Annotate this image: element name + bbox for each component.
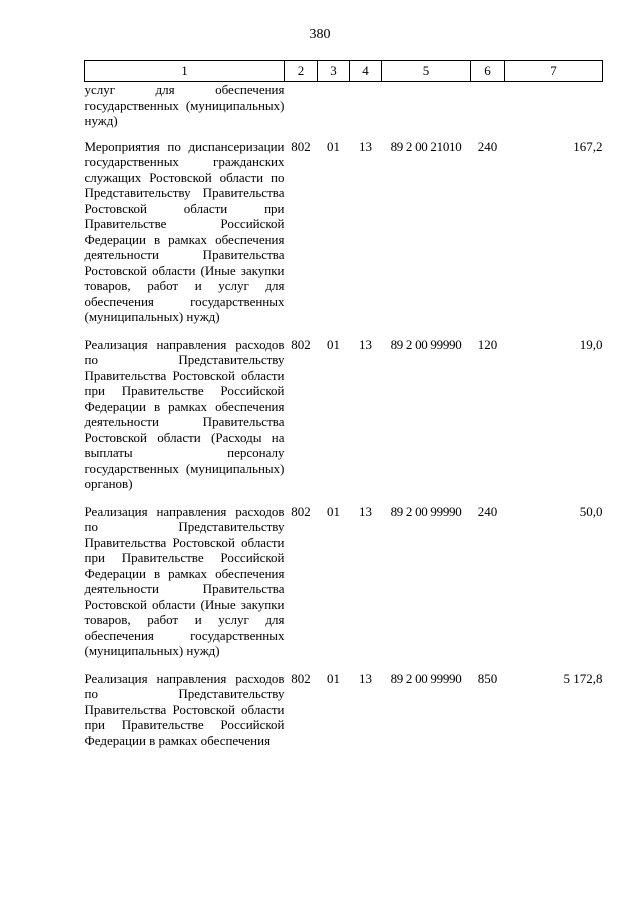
row-expense-type: 240 bbox=[477, 138, 498, 154]
row-description: Реализация направления расходов по Представительству Правительства Ростовской области при Правительстве Российской Федерации в рамках обеспечения bbox=[84, 670, 285, 748]
row-target-article: 89 2 00 99990 bbox=[390, 336, 462, 352]
table-row bbox=[85, 139, 603, 337]
header-col-6: 6 bbox=[471, 61, 505, 82]
row-target-article: 89 2 00 21010 bbox=[390, 138, 462, 154]
row-section-code: 01 bbox=[327, 336, 340, 352]
table-header-row bbox=[85, 61, 603, 82]
row-description: Реализация направления расходов по Представительству Правительства Ростовской области при Правительстве Российской Федерации в рамках обеспечения деятельности Правительства Ростовской области (Расходы на выплаты персоналу государственных (муниципальных) органов) bbox=[84, 336, 285, 491]
header-col-1: 1 bbox=[85, 61, 285, 82]
header-col-3: 3 bbox=[318, 61, 350, 82]
table-row bbox=[85, 504, 603, 671]
row-target-article bbox=[382, 82, 471, 139]
row-expense-type: 120 bbox=[477, 336, 498, 352]
row-expense-type: 240 bbox=[477, 503, 498, 519]
row-subsection-code bbox=[350, 82, 382, 139]
row-description: Мероприятия по диспансеризации государственных гражданских служащих Ростовской области по Представительству Правительства Ростовской области при Правительстве Российской Федерации в рамках обеспечения деятельности Правительства Ростовской области (Иные закупки товаров, работ и услуг для обеспечения государственных (муниципальных) нужд) bbox=[84, 138, 285, 324]
row-target-article: 89 2 00 99990 bbox=[390, 503, 462, 519]
header-col-7: 7 bbox=[505, 61, 603, 82]
header-col-4: 4 bbox=[350, 61, 382, 82]
row-ministry-code: 802 bbox=[291, 503, 311, 519]
header-col-2: 2 bbox=[285, 61, 318, 82]
row-expense-type bbox=[471, 82, 505, 139]
row-subsection-code: 13 bbox=[359, 336, 372, 352]
page-number: 380 bbox=[309, 27, 331, 42]
row-description: услуг для обеспечения государственных (муниципальных) нужд) bbox=[84, 82, 285, 128]
row-amount bbox=[505, 82, 603, 139]
row-ministry-code bbox=[285, 82, 318, 139]
budget-table bbox=[84, 60, 603, 760]
row-amount: 5 172,8 bbox=[563, 670, 603, 686]
row-ministry-code: 802 bbox=[291, 138, 311, 154]
row-description: Реализация направления расходов по Представительству Правительства Ростовской области при Правительстве Российской Федерации в рамках обеспечения деятельности Правительства Ростовской области (Иные закупки товаров, работ и услуг для обеспечения государственных (муниципальных) нужд) bbox=[84, 503, 285, 658]
table-row bbox=[85, 82, 603, 139]
row-ministry-code: 802 bbox=[291, 670, 311, 686]
row-subsection-code: 13 bbox=[359, 503, 372, 519]
row-ministry-code: 802 bbox=[291, 336, 311, 352]
table-row bbox=[85, 671, 603, 761]
row-section-code: 01 bbox=[327, 503, 340, 519]
row-expense-type: 850 bbox=[477, 670, 498, 686]
row-section-code: 01 bbox=[327, 138, 340, 154]
row-target-article: 89 2 00 99990 bbox=[390, 670, 462, 686]
header-col-5: 5 bbox=[382, 61, 471, 82]
row-subsection-code: 13 bbox=[359, 670, 372, 686]
row-section-code: 01 bbox=[327, 670, 340, 686]
row-amount: 19,0 bbox=[579, 336, 603, 352]
row-amount: 167,2 bbox=[573, 138, 603, 154]
table-row bbox=[85, 337, 603, 504]
row-subsection-code: 13 bbox=[359, 138, 372, 154]
row-amount: 50,0 bbox=[579, 503, 603, 519]
row-section-code bbox=[318, 82, 350, 139]
